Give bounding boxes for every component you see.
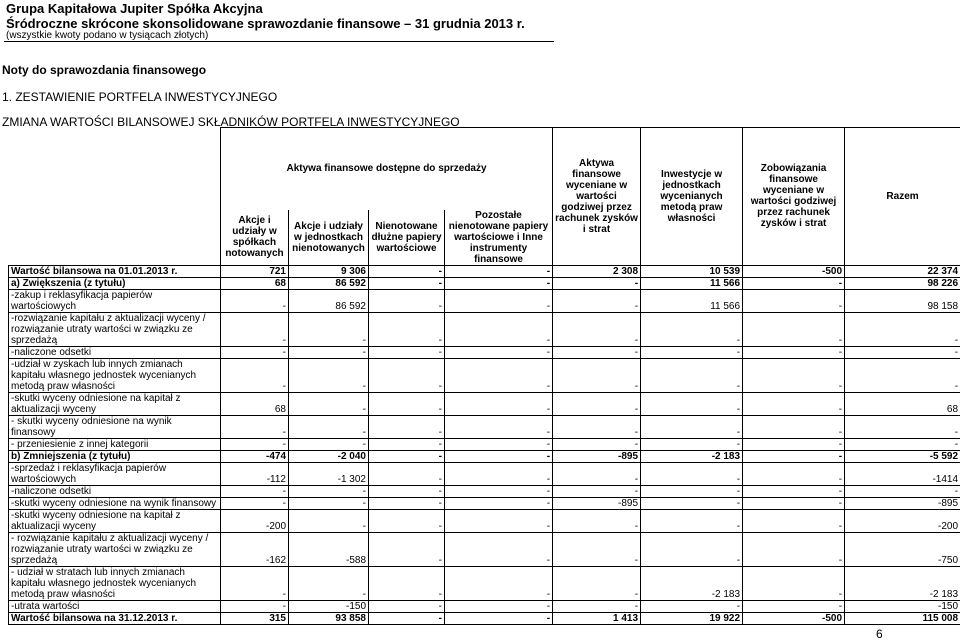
table-row — [9, 312, 960, 346]
cell-col2: 93 858 — [289, 612, 369, 624]
cell-col4: - — [445, 392, 553, 415]
cell-col6: - — [641, 438, 743, 450]
table-row — [9, 415, 960, 438]
cell-col6: -2 183 — [641, 566, 743, 600]
cell-col7: -500 — [743, 265, 845, 277]
header-col4: Pozostałe nienotowane papiery wartościowe i Inne instrumenty finansowe — [445, 210, 553, 266]
cell-col8: - — [845, 415, 960, 438]
cell-col3: - — [369, 289, 445, 312]
cell-col5: - — [553, 485, 641, 497]
table-row — [9, 566, 960, 600]
cell-col6: - — [641, 312, 743, 346]
cell-col4: - — [445, 462, 553, 485]
header-col6: Inwestycje w jednostkach wycenianych metodą praw własności — [641, 128, 743, 266]
cell-col8: -2 183 — [845, 566, 960, 600]
cell-col7: - — [743, 289, 845, 312]
cell-col8: - — [845, 485, 960, 497]
cell-col4: - — [445, 415, 553, 438]
table-row — [9, 485, 960, 497]
cell-col1: - — [221, 358, 289, 392]
table-row — [9, 346, 960, 358]
page-number: 6 — [876, 627, 883, 641]
cell-col6: - — [641, 485, 743, 497]
cell-col4: - — [445, 312, 553, 346]
cell-col1: - — [221, 438, 289, 450]
table-row — [9, 265, 960, 277]
cell-col6: 11 566 — [641, 277, 743, 289]
cell-col8: 115 008 — [845, 612, 960, 624]
row-label: b) Zmniejszenia (z tytułu) — [9, 450, 221, 462]
cell-col2: - — [289, 566, 369, 600]
cell-col6: 19 922 — [641, 612, 743, 624]
cell-col1: - — [221, 497, 289, 509]
cell-col6: - — [641, 497, 743, 509]
cell-col1: -162 — [221, 532, 289, 566]
cell-col4: - — [445, 438, 553, 450]
row-label: -skutki wyceny odniesione na kapitał z aktualizacji wyceny — [9, 509, 221, 532]
row-label: - przeniesienie z innej kategorii — [9, 438, 221, 450]
cell-col3: - — [369, 346, 445, 358]
cell-col4: - — [445, 485, 553, 497]
cell-col5: - — [553, 438, 641, 450]
cell-col2: -150 — [289, 600, 369, 612]
row-label: -naliczone odsetki — [9, 346, 221, 358]
header-col2: Akcje i udziały w jednostkach nienotowanych — [289, 210, 369, 266]
cell-col7: - — [743, 415, 845, 438]
cell-col5: - — [553, 277, 641, 289]
cell-col2: -2 040 — [289, 450, 369, 462]
cell-col8: -1414 — [845, 462, 960, 485]
cell-col7: - — [743, 462, 845, 485]
cell-col5: - — [553, 415, 641, 438]
row-label: Wartość bilansowa na 01.01.2013 r. — [9, 265, 221, 277]
cell-col5: - — [553, 566, 641, 600]
table-row — [9, 462, 960, 485]
cell-col2: - — [289, 358, 369, 392]
header-col1: Akcje i udziały w spółkach notowanych — [221, 210, 289, 266]
cell-col5: - — [553, 509, 641, 532]
row-label: - rozwiązanie kapitału z aktualizacji wyceny / rozwiązanie utraty wartości w związku ze sprzedażą — [9, 532, 221, 566]
cell-col2: - — [289, 392, 369, 415]
row-label: - udział w stratach lub innych zmianach kapitału własnego jednostek wycenianych metodą praw własności — [9, 566, 221, 600]
cell-col7: - — [743, 509, 845, 532]
cell-col4: - — [445, 450, 553, 462]
cell-col6: - — [641, 532, 743, 566]
table-row — [9, 358, 960, 392]
table-row — [9, 392, 960, 415]
cell-col2: -1 302 — [289, 462, 369, 485]
cell-col3: - — [369, 566, 445, 600]
portfolio-table — [8, 127, 960, 625]
cell-col6: - — [641, 392, 743, 415]
cell-col1: 68 — [221, 277, 289, 289]
cell-col1: -474 — [221, 450, 289, 462]
row-label: -naliczone odsetki — [9, 485, 221, 497]
cell-col3: - — [369, 277, 445, 289]
cell-col5: - — [553, 532, 641, 566]
cell-col1: -112 — [221, 462, 289, 485]
row-label: - skutki wyceny odniesione na wynik finansowy — [9, 415, 221, 438]
cell-col3: - — [369, 509, 445, 532]
row-label: -udział w zyskach lub innych zmianach kapitału własnego jednostek wycenianych metodą praw własności — [9, 358, 221, 392]
row-label: -rozwiązanie kapitału z aktualizacji wyceny / rozwiązanie utraty wartości w związku ze sprzedażą — [9, 312, 221, 346]
cell-col1: - — [221, 415, 289, 438]
header-divider — [4, 41, 554, 42]
cell-col7: - — [743, 532, 845, 566]
cell-col7: - — [743, 346, 845, 358]
cell-col1: - — [221, 312, 289, 346]
table-row — [9, 450, 960, 462]
cell-col8: 98 158 — [845, 289, 960, 312]
header-col3: Nienotowane dłużne papiery wartościowe — [369, 210, 445, 266]
cell-col5: -895 — [553, 497, 641, 509]
cell-col1: -200 — [221, 509, 289, 532]
cell-col5: - — [553, 392, 641, 415]
row-label: -sprzedaż i reklasyfikacja papierów wartościowych — [9, 462, 221, 485]
cell-col8: -750 — [845, 532, 960, 566]
table-row — [9, 612, 960, 624]
cell-col5: - — [553, 462, 641, 485]
cell-col4: - — [445, 289, 553, 312]
cell-col8: -200 — [845, 509, 960, 532]
table-row — [9, 277, 960, 289]
cell-col6: - — [641, 462, 743, 485]
cell-col2: - — [289, 509, 369, 532]
cell-col8: - — [845, 346, 960, 358]
cell-col4: - — [445, 265, 553, 277]
cell-col1: 315 — [221, 612, 289, 624]
header-row-top — [9, 128, 960, 210]
cell-col8: -5 592 — [845, 450, 960, 462]
cell-col5: 1 413 — [553, 612, 641, 624]
cell-col8: - — [845, 438, 960, 450]
cell-col3: - — [369, 485, 445, 497]
cell-col2: - — [289, 346, 369, 358]
cell-col5: - — [553, 289, 641, 312]
cell-col1: 721 — [221, 265, 289, 277]
cell-col1: - — [221, 289, 289, 312]
cell-col2: - — [289, 438, 369, 450]
cell-col4: - — [445, 566, 553, 600]
cell-col7: - — [743, 392, 845, 415]
cell-col2: -588 — [289, 532, 369, 566]
currency-note: (wszystkie kwoty podano w tysiącach złotych) — [6, 31, 208, 41]
row-label: -utrata wartości — [9, 600, 221, 612]
cell-col1: - — [221, 600, 289, 612]
table-row — [9, 497, 960, 509]
cell-col7: -500 — [743, 612, 845, 624]
cell-col7: - — [743, 358, 845, 392]
header-afs-group: Aktywa finansowe dostępne do sprzedaży — [221, 128, 553, 210]
cell-col5: - — [553, 358, 641, 392]
cell-col7: - — [743, 312, 845, 346]
cell-col5: -895 — [553, 450, 641, 462]
cell-col2: 86 592 — [289, 277, 369, 289]
cell-col3: - — [369, 358, 445, 392]
cell-col8: 68 — [845, 392, 960, 415]
cell-col8: -895 — [845, 497, 960, 509]
table-row — [9, 509, 960, 532]
subsection-title: ZMIANA WARTOŚCI BILANSOWEJ SKŁADNIKÓW PORTFELA INWESTYCYJNEGO — [2, 115, 460, 129]
section-title: 1. ZESTAWIENIE PORTFELA INWESTYCYJNEGO — [2, 90, 277, 104]
table-body — [9, 265, 960, 624]
cell-col7: - — [743, 485, 845, 497]
table-row — [9, 532, 960, 566]
cell-col3: - — [369, 532, 445, 566]
cell-col3: - — [369, 612, 445, 624]
cell-col2: - — [289, 415, 369, 438]
table-row — [9, 438, 960, 450]
cell-col7: - — [743, 566, 845, 600]
cell-col2: 9 306 — [289, 265, 369, 277]
cell-col6: - — [641, 346, 743, 358]
cell-col6: - — [641, 509, 743, 532]
cell-col3: - — [369, 415, 445, 438]
cell-col1: - — [221, 485, 289, 497]
cell-col5: - — [553, 312, 641, 346]
cell-col7: - — [743, 600, 845, 612]
cell-col3: - — [369, 438, 445, 450]
cell-col7: - — [743, 450, 845, 462]
cell-col5: 2 308 — [553, 265, 641, 277]
cell-col7: - — [743, 438, 845, 450]
row-label: Wartość bilansowa na 31.12.2013 r. — [9, 612, 221, 624]
cell-col4: - — [445, 612, 553, 624]
cell-col4: - — [445, 497, 553, 509]
cell-col6: -2 183 — [641, 450, 743, 462]
cell-col3: - — [369, 265, 445, 277]
cell-col8: 98 226 — [845, 277, 960, 289]
row-label: -skutki wyceny odniesione na wynik finansowy — [9, 497, 221, 509]
cell-col4: - — [445, 532, 553, 566]
cell-col5: - — [553, 600, 641, 612]
cell-col4: - — [445, 277, 553, 289]
cell-col6: - — [641, 415, 743, 438]
notes-title: Noty do sprawozdania finansowego — [2, 63, 206, 77]
cell-col6: - — [641, 358, 743, 392]
header-col7: Zobowiązania finansowe wyceniane w wartości godziwej przez rachunek zysków i strat — [743, 128, 845, 266]
cell-col8: 22 374 — [845, 265, 960, 277]
company-name: Grupa Kapitałowa Jupiter Spółka Akcyjna — [6, 1, 263, 17]
cell-col8: - — [845, 312, 960, 346]
header-blank-cell — [9, 128, 221, 266]
cell-col8: -150 — [845, 600, 960, 612]
row-label: a) Zwiększenia (z tytułu) — [9, 277, 221, 289]
table-row — [9, 289, 960, 312]
cell-col3: - — [369, 462, 445, 485]
cell-col3: - — [369, 392, 445, 415]
cell-col6: - — [641, 600, 743, 612]
cell-col2: 86 592 — [289, 289, 369, 312]
cell-col1: 68 — [221, 392, 289, 415]
report-title: Śródroczne skrócone skonsolidowane sprawozdanie finansowe – 31 grudnia 2013 r. — [6, 16, 525, 31]
cell-col7: - — [743, 497, 845, 509]
cell-col4: - — [445, 346, 553, 358]
cell-col3: - — [369, 497, 445, 509]
header-col8: Razem — [845, 128, 960, 266]
row-label: -skutki wyceny odniesione na kapitał z aktualizacji wyceny — [9, 392, 221, 415]
cell-col2: - — [289, 485, 369, 497]
cell-col1: - — [221, 346, 289, 358]
cell-col8: - — [845, 358, 960, 392]
cell-col2: - — [289, 497, 369, 509]
cell-col3: - — [369, 312, 445, 346]
cell-col4: - — [445, 600, 553, 612]
cell-col3: - — [369, 600, 445, 612]
cell-col6: 11 566 — [641, 289, 743, 312]
header-col5: Aktywa finansowe wyceniane w wartości godziwej przez rachunek zysków i strat — [553, 128, 641, 266]
cell-col1: - — [221, 566, 289, 600]
cell-col2: - — [289, 312, 369, 346]
cell-col6: 10 539 — [641, 265, 743, 277]
row-label: -zakup i reklasyfikacja papierów wartościowych — [9, 289, 221, 312]
cell-col5: - — [553, 346, 641, 358]
cell-col4: - — [445, 509, 553, 532]
cell-col3: - — [369, 450, 445, 462]
table-row — [9, 600, 960, 612]
cell-col7: - — [743, 277, 845, 289]
cell-col4: - — [445, 358, 553, 392]
